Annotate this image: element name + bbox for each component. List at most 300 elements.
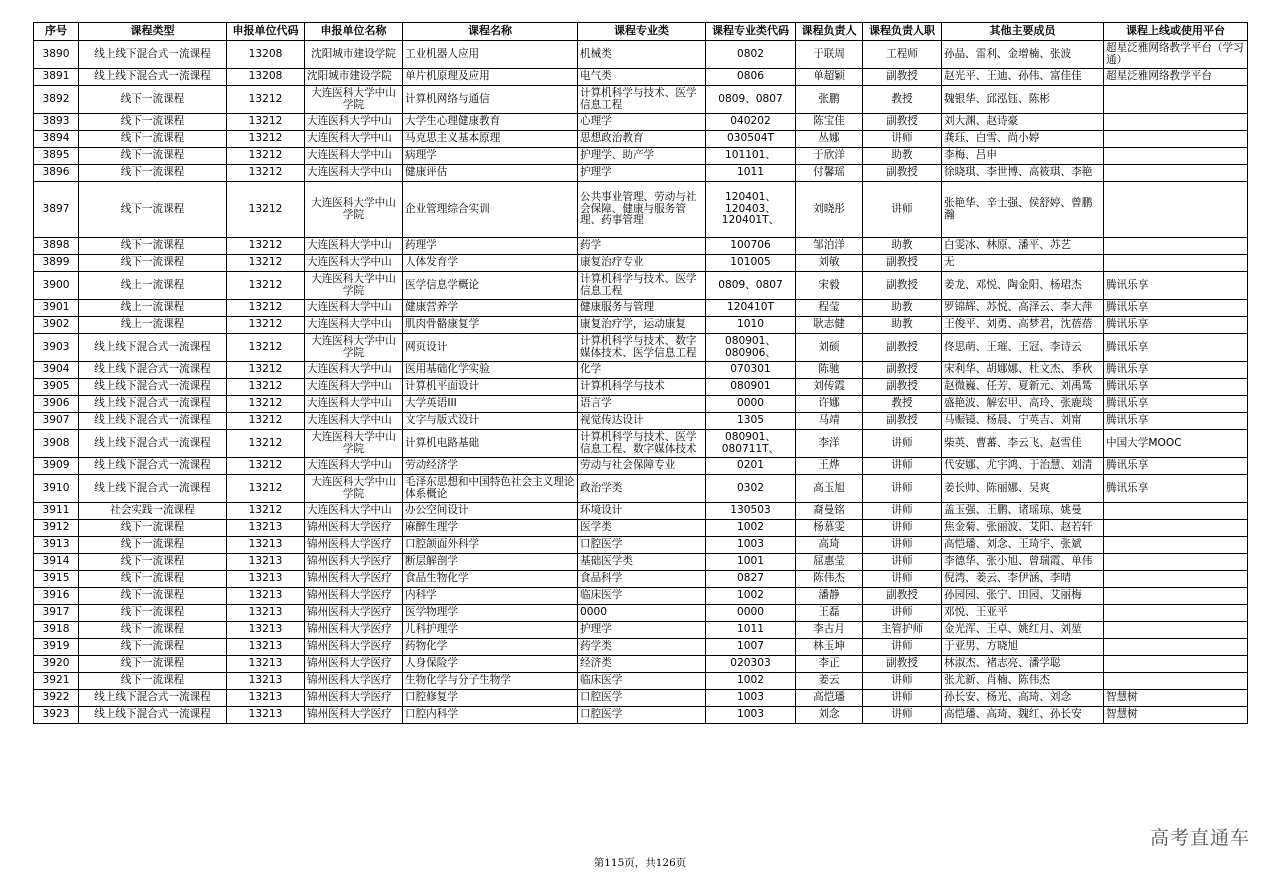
major-category-cell: 电气类 (578, 69, 706, 86)
major-category-cell: 护理学 (578, 622, 706, 639)
course-leader-cell: 陈驰 (796, 362, 863, 379)
course-name-cell: 毛泽东思想和中国特色社会主义理论体系概论 (403, 475, 578, 503)
course-name-cell: 办公空间设计 (403, 503, 578, 520)
platform-cell: 超星泛雅网络教学平台（学习通） (1104, 41, 1248, 69)
table-row (34, 86, 1248, 114)
course-type-cell: 线上线下混合式一流课程 (79, 458, 227, 475)
course-type-cell: 线下一流课程 (79, 182, 227, 238)
row-index-cell: 3891 (34, 69, 79, 86)
table-row (34, 707, 1248, 724)
column-header: 课程负责人职 (863, 23, 942, 41)
course-type-cell: 线上一流课程 (79, 272, 227, 300)
course-type-cell: 线下一流课程 (79, 673, 227, 690)
major-code-cell: 030504T (706, 131, 796, 148)
course-type-cell: 线上线下混合式一流课程 (79, 475, 227, 503)
leader-title-cell: 讲师 (863, 458, 942, 475)
column-header: 课程专业类代码 (706, 23, 796, 41)
major-category-cell: 心理学 (578, 114, 706, 131)
leader-title-cell: 讲师 (863, 605, 942, 622)
unit-code-cell: 13212 (227, 238, 305, 255)
major-category-cell: 口腔医学 (578, 707, 706, 724)
unit-code-cell: 13213 (227, 673, 305, 690)
unit-name-cell: 锦州医科大学医疗 (305, 673, 403, 690)
unit-name-cell: 大连医科大学中山 (305, 317, 403, 334)
other-members-cell: 赵光平、王迪、孙伟、富佳佳 (942, 69, 1104, 86)
other-members-cell: 张艳华、辛士强、侯舒婷、曾鹏瀚 (942, 182, 1104, 238)
platform-cell: 智慧树 (1104, 690, 1248, 707)
row-index-cell: 3907 (34, 413, 79, 430)
major-code-cell: 120401、120403、120401T、 (706, 182, 796, 238)
unit-name-cell: 大连医科大学中山学院 (305, 272, 403, 300)
major-category-cell: 0000 (578, 605, 706, 622)
course-name-cell: 内科学 (403, 588, 578, 605)
table-row (34, 475, 1248, 503)
major-code-cell: 0201 (706, 458, 796, 475)
major-code-cell: 101005 (706, 255, 796, 272)
leader-title-cell: 副教授 (863, 272, 942, 300)
course-table (33, 22, 1248, 724)
row-index-cell: 3917 (34, 605, 79, 622)
unit-name-cell: 大连医科大学中山 (305, 503, 403, 520)
course-leader-cell: 程莹 (796, 300, 863, 317)
watermark-text: 高考直通车 (1149, 827, 1250, 849)
other-members-cell: 代安娜、尤宇鸿、于治慧、刘清 (942, 458, 1104, 475)
table-row (34, 396, 1248, 413)
unit-name-cell: 大连医科大学中山 (305, 148, 403, 165)
column-header: 课程上线或使用平台 (1104, 23, 1248, 41)
platform-cell (1104, 86, 1248, 114)
unit-name-cell: 沈阳城市建设学院 (305, 69, 403, 86)
leader-title-cell: 讲师 (863, 537, 942, 554)
course-name-cell: 工业机器人应用 (403, 41, 578, 69)
other-members-cell: 高恺璠、高琦、魏红、孙长安 (942, 707, 1104, 724)
course-leader-cell: 王烨 (796, 458, 863, 475)
course-name-cell: 健康营养学 (403, 300, 578, 317)
platform-cell (1104, 537, 1248, 554)
platform-cell (1104, 588, 1248, 605)
unit-name-cell: 锦州医科大学医疗 (305, 571, 403, 588)
major-category-cell: 计算机科学与技术 (578, 379, 706, 396)
major-code-cell: 1007 (706, 639, 796, 656)
course-name-cell: 医学物理学 (403, 605, 578, 622)
table-row (34, 537, 1248, 554)
course-type-cell: 线上线下混合式一流课程 (79, 413, 227, 430)
other-members-cell: 马赈镜、杨晨、宁英吉、刘甯 (942, 413, 1104, 430)
column-header: 课程负责人 (796, 23, 863, 41)
course-type-cell: 线下一流课程 (79, 165, 227, 182)
major-category-cell: 药学 (578, 238, 706, 255)
unit-code-cell: 13212 (227, 396, 305, 413)
platform-cell (1104, 255, 1248, 272)
unit-name-cell: 锦州医科大学医疗 (305, 554, 403, 571)
table-row (34, 334, 1248, 362)
platform-cell: 中国大学MOOC (1104, 430, 1248, 458)
major-code-cell: 0827 (706, 571, 796, 588)
unit-code-cell: 13213 (227, 520, 305, 537)
major-category-cell: 思想政治教育 (578, 131, 706, 148)
course-name-cell: 企业管理综合实训 (403, 182, 578, 238)
other-members-cell: 金光浑、王卓、姚红月、刘堃 (942, 622, 1104, 639)
other-members-cell: 盖玉强、王鹏、诸瑶琼、姚曼 (942, 503, 1104, 520)
major-category-cell: 临床医学 (578, 673, 706, 690)
platform-cell (1104, 520, 1248, 537)
leader-title-cell: 工程师 (863, 41, 942, 69)
platform-cell: 腾讯乐享 (1104, 300, 1248, 317)
row-index-cell: 3896 (34, 165, 79, 182)
other-members-cell: 王俊平、刘勇、高梦君，沈蓓蓓 (942, 317, 1104, 334)
platform-cell (1104, 182, 1248, 238)
major-code-cell: 070301 (706, 362, 796, 379)
row-index-cell: 3921 (34, 673, 79, 690)
other-members-cell: 倪湾、姜云、李伊涵、李晴 (942, 571, 1104, 588)
table-row (34, 131, 1248, 148)
course-type-cell: 线上线下混合式一流课程 (79, 41, 227, 69)
other-members-cell: 于亚男、方晓旭 (942, 639, 1104, 656)
course-leader-cell: 李洋 (796, 430, 863, 458)
table-row (34, 656, 1248, 673)
leader-title-cell: 讲师 (863, 673, 942, 690)
major-category-cell: 环境设计 (578, 503, 706, 520)
row-index-cell: 3890 (34, 41, 79, 69)
major-category-cell: 健康服务与管理 (578, 300, 706, 317)
unit-name-cell: 大连医科大学中山 (305, 379, 403, 396)
major-category-cell: 经济类 (578, 656, 706, 673)
row-index-cell: 3923 (34, 707, 79, 724)
unit-code-cell: 13212 (227, 131, 305, 148)
major-code-cell: 130503 (706, 503, 796, 520)
platform-cell (1104, 622, 1248, 639)
course-name-cell: 人体发育学 (403, 255, 578, 272)
other-members-cell: 李德华、张小旭、曾瑞霞、单伟 (942, 554, 1104, 571)
course-leader-cell: 许娜 (796, 396, 863, 413)
row-index-cell: 3901 (34, 300, 79, 317)
platform-cell: 腾讯乐享 (1104, 334, 1248, 362)
unit-name-cell: 锦州医科大学医疗 (305, 639, 403, 656)
course-name-cell: 食品生物化学 (403, 571, 578, 588)
unit-code-cell: 13212 (227, 503, 305, 520)
unit-code-cell: 13208 (227, 41, 305, 69)
course-leader-cell: 于联周 (796, 41, 863, 69)
row-index-cell: 3900 (34, 272, 79, 300)
table-row (34, 605, 1248, 622)
course-name-cell: 计算机平面设计 (403, 379, 578, 396)
course-leader-cell: 刘晓彤 (796, 182, 863, 238)
unit-code-cell: 13213 (227, 554, 305, 571)
course-type-cell: 线下一流课程 (79, 622, 227, 639)
column-header: 申报单位名称 (305, 23, 403, 41)
leader-title-cell: 讲师 (863, 690, 942, 707)
unit-code-cell: 13212 (227, 362, 305, 379)
unit-code-cell: 13212 (227, 475, 305, 503)
platform-cell: 腾讯乐享 (1104, 317, 1248, 334)
table-row (34, 554, 1248, 571)
major-code-cell: 020303 (706, 656, 796, 673)
course-type-cell: 线上线下混合式一流课程 (79, 69, 227, 86)
course-type-cell: 线下一流课程 (79, 148, 227, 165)
row-index-cell: 3912 (34, 520, 79, 537)
leader-title-cell: 助教 (863, 300, 942, 317)
column-header: 申报单位代码 (227, 23, 305, 41)
major-category-cell: 口腔医学 (578, 690, 706, 707)
unit-name-cell: 锦州医科大学医疗 (305, 605, 403, 622)
table-row (34, 272, 1248, 300)
unit-name-cell: 大连医科大学中山 (305, 413, 403, 430)
course-name-cell: 计算机电路基础 (403, 430, 578, 458)
platform-cell (1104, 238, 1248, 255)
table-row (34, 673, 1248, 690)
other-members-cell: 盛艳波、解宏甲、高玲、张鹿琰 (942, 396, 1104, 413)
major-code-cell: 080901、080711T、 (706, 430, 796, 458)
course-leader-cell: 杨慕雯 (796, 520, 863, 537)
course-leader-cell: 邹泊洋 (796, 238, 863, 255)
unit-name-cell: 大连医科大学中山 (305, 458, 403, 475)
platform-cell (1104, 114, 1248, 131)
platform-cell: 腾讯乐享 (1104, 379, 1248, 396)
table-row (34, 458, 1248, 475)
unit-name-cell: 锦州医科大学医疗 (305, 622, 403, 639)
course-leader-cell: 王磊 (796, 605, 863, 622)
unit-name-cell: 大连医科大学中山 (305, 131, 403, 148)
major-category-cell: 计算机科学与技术、医学信息工程 (578, 272, 706, 300)
course-name-cell: 马克思主义基本原理 (403, 131, 578, 148)
other-members-cell: 宋利华、胡娜娜、杜文杰、季秋 (942, 362, 1104, 379)
course-leader-cell: 李古月 (796, 622, 863, 639)
table-row (34, 317, 1248, 334)
unit-code-cell: 13212 (227, 317, 305, 334)
table-row (34, 520, 1248, 537)
row-index-cell: 3892 (34, 86, 79, 114)
column-header: 课程类型 (79, 23, 227, 41)
leader-title-cell: 副教授 (863, 165, 942, 182)
other-members-cell: 焦金菊、张丽波、艾阳、赵若轩 (942, 520, 1104, 537)
major-code-cell: 1002 (706, 673, 796, 690)
leader-title-cell: 讲师 (863, 707, 942, 724)
other-members-cell: 徐晓琪、李世博、高筱琪、李艳 (942, 165, 1104, 182)
other-members-cell: 佟思萌、王璀、王冠、李诗云 (942, 334, 1104, 362)
table-row (34, 300, 1248, 317)
major-code-cell: 100706 (706, 238, 796, 255)
row-index-cell: 3922 (34, 690, 79, 707)
course-type-cell: 线下一流课程 (79, 554, 227, 571)
course-type-cell: 线上线下混合式一流课程 (79, 396, 227, 413)
unit-name-cell: 大连医科大学中山 (305, 300, 403, 317)
leader-title-cell: 副教授 (863, 114, 942, 131)
major-code-cell: 1011 (706, 622, 796, 639)
platform-cell: 超星泛雅网络教学平台 (1104, 69, 1248, 86)
major-code-cell: 080901 (706, 379, 796, 396)
major-code-cell: 0809、0807 (706, 272, 796, 300)
major-code-cell: 080901、080906、 (706, 334, 796, 362)
unit-code-cell: 13212 (227, 86, 305, 114)
other-members-cell: 无 (942, 255, 1104, 272)
course-name-cell: 文字与版式设计 (403, 413, 578, 430)
table-row (34, 182, 1248, 238)
course-name-cell: 医用基础化学实验 (403, 362, 578, 379)
row-index-cell: 3913 (34, 537, 79, 554)
table-row (34, 413, 1248, 430)
course-type-cell: 线下一流课程 (79, 520, 227, 537)
major-category-cell: 康复治疗学，运动康复 (578, 317, 706, 334)
course-name-cell: 计算机网络与通信 (403, 86, 578, 114)
course-type-cell: 线上线下混合式一流课程 (79, 379, 227, 396)
major-category-cell: 劳动与社会保障专业 (578, 458, 706, 475)
course-type-cell: 线下一流课程 (79, 255, 227, 272)
unit-code-cell: 13213 (227, 622, 305, 639)
row-index-cell: 3918 (34, 622, 79, 639)
course-type-cell: 线上线下混合式一流课程 (79, 430, 227, 458)
unit-code-cell: 13212 (227, 458, 305, 475)
row-index-cell: 3920 (34, 656, 79, 673)
row-index-cell: 3909 (34, 458, 79, 475)
major-code-cell: 0302 (706, 475, 796, 503)
platform-cell: 腾讯乐享 (1104, 396, 1248, 413)
course-type-cell: 线下一流课程 (79, 588, 227, 605)
course-leader-cell: 高恺璠 (796, 690, 863, 707)
row-index-cell: 3905 (34, 379, 79, 396)
table-row (34, 639, 1248, 656)
row-index-cell: 3894 (34, 131, 79, 148)
other-members-cell: 邓悦、王亚平 (942, 605, 1104, 622)
major-category-cell: 康复治疗专业 (578, 255, 706, 272)
course-name-cell: 大学英语III (403, 396, 578, 413)
table-row (34, 503, 1248, 520)
other-members-cell: 罗锦辉、苏悦、高泽云、李大萍 (942, 300, 1104, 317)
course-leader-cell: 屈惠莹 (796, 554, 863, 571)
row-index-cell: 3919 (34, 639, 79, 656)
leader-title-cell: 副教授 (863, 255, 942, 272)
course-leader-cell: 于欣洋 (796, 148, 863, 165)
course-leader-cell: 林玉坤 (796, 639, 863, 656)
course-name-cell: 医学信息学概论 (403, 272, 578, 300)
course-leader-cell: 李正 (796, 656, 863, 673)
row-index-cell: 3902 (34, 317, 79, 334)
platform-cell (1104, 571, 1248, 588)
unit-code-cell: 13208 (227, 69, 305, 86)
other-members-cell: 姜龙、邓悦、陶金阳、杨珺杰 (942, 272, 1104, 300)
unit-code-cell: 13212 (227, 334, 305, 362)
major-category-cell: 口腔医学 (578, 537, 706, 554)
unit-code-cell: 13212 (227, 114, 305, 131)
table-header-row (34, 23, 1248, 41)
unit-code-cell: 13213 (227, 537, 305, 554)
unit-code-cell: 13212 (227, 148, 305, 165)
table-row (34, 571, 1248, 588)
leader-title-cell: 助教 (863, 317, 942, 334)
course-type-cell: 线下一流课程 (79, 639, 227, 656)
course-leader-cell: 潘静 (796, 588, 863, 605)
major-code-cell: 1003 (706, 537, 796, 554)
table-row (34, 148, 1248, 165)
leader-title-cell: 副教授 (863, 413, 942, 430)
leader-title-cell: 副教授 (863, 379, 942, 396)
leader-title-cell: 主管护师 (863, 622, 942, 639)
course-type-cell: 线上一流课程 (79, 317, 227, 334)
major-code-cell: 1002 (706, 520, 796, 537)
column-header: 课程专业类 (578, 23, 706, 41)
other-members-cell: 张尤新、肖楠、陈伟杰 (942, 673, 1104, 690)
table-row (34, 588, 1248, 605)
course-name-cell: 网页设计 (403, 334, 578, 362)
platform-cell (1104, 148, 1248, 165)
course-name-cell: 儿科护理学 (403, 622, 578, 639)
platform-cell: 腾讯乐享 (1104, 272, 1248, 300)
major-code-cell: 0000 (706, 605, 796, 622)
unit-code-cell: 13213 (227, 690, 305, 707)
unit-code-cell: 13213 (227, 605, 305, 622)
table-row (34, 622, 1248, 639)
unit-name-cell: 锦州医科大学医疗 (305, 707, 403, 724)
leader-title-cell: 讲师 (863, 131, 942, 148)
unit-name-cell: 大连医科大学中山学院 (305, 334, 403, 362)
unit-code-cell: 13212 (227, 413, 305, 430)
unit-code-cell: 13212 (227, 272, 305, 300)
platform-cell (1104, 656, 1248, 673)
major-category-cell: 语言学 (578, 396, 706, 413)
course-name-cell: 口腔内科学 (403, 707, 578, 724)
major-code-cell: 0000 (706, 396, 796, 413)
leader-title-cell: 教授 (863, 396, 942, 413)
course-type-cell: 线下一流课程 (79, 86, 227, 114)
course-leader-cell: 姜云 (796, 673, 863, 690)
course-name-cell: 药理学 (403, 238, 578, 255)
other-members-cell: 龚珏、白雪、尚小婷 (942, 131, 1104, 148)
unit-name-cell: 大连医科大学中山学院 (305, 430, 403, 458)
other-members-cell: 姜长帅、陈丽娜、吴爽 (942, 475, 1104, 503)
major-category-cell: 政治学类 (578, 475, 706, 503)
other-members-cell: 白雯冰、林原、潘平、苏艺 (942, 238, 1104, 255)
course-leader-cell: 裔曼铭 (796, 503, 863, 520)
course-leader-cell: 陈伟杰 (796, 571, 863, 588)
table-row (34, 165, 1248, 182)
course-name-cell: 人身保险学 (403, 656, 578, 673)
unit-name-cell: 大连医科大学中山 (305, 165, 403, 182)
row-index-cell: 3899 (34, 255, 79, 272)
major-code-cell: 1003 (706, 690, 796, 707)
leader-title-cell: 讲师 (863, 520, 942, 537)
column-header: 课程名称 (403, 23, 578, 41)
major-code-cell: 1002 (706, 588, 796, 605)
platform-cell: 腾讯乐享 (1104, 458, 1248, 475)
course-name-cell: 单片机原理及应用 (403, 69, 578, 86)
other-members-cell: 孙晶、雷利、金增楠、张波 (942, 41, 1104, 69)
row-index-cell: 3910 (34, 475, 79, 503)
unit-code-cell: 13213 (227, 588, 305, 605)
unit-name-cell: 大连医科大学中山 (305, 362, 403, 379)
other-members-cell: 刘大渊、赵诗豪 (942, 114, 1104, 131)
row-index-cell: 3898 (34, 238, 79, 255)
unit-name-cell: 锦州医科大学医疗 (305, 588, 403, 605)
unit-code-cell: 13213 (227, 656, 305, 673)
platform-cell: 腾讯乐享 (1104, 475, 1248, 503)
unit-name-cell: 大连医科大学中山 (305, 255, 403, 272)
major-code-cell: 0806 (706, 69, 796, 86)
course-leader-cell: 马靖 (796, 413, 863, 430)
other-members-cell: 李梅、吕申 (942, 148, 1104, 165)
leader-title-cell: 助教 (863, 238, 942, 255)
major-category-cell: 基础医学类 (578, 554, 706, 571)
course-type-cell: 线下一流课程 (79, 238, 227, 255)
major-code-cell: 1001 (706, 554, 796, 571)
course-name-cell: 健康评估 (403, 165, 578, 182)
major-code-cell: 101101、 (706, 148, 796, 165)
row-index-cell: 3911 (34, 503, 79, 520)
unit-name-cell: 大连医科大学中山学院 (305, 86, 403, 114)
leader-title-cell: 助教 (863, 148, 942, 165)
unit-code-cell: 13212 (227, 182, 305, 238)
unit-code-cell: 13213 (227, 571, 305, 588)
unit-name-cell: 大连医科大学中山学院 (305, 182, 403, 238)
platform-cell (1104, 165, 1248, 182)
